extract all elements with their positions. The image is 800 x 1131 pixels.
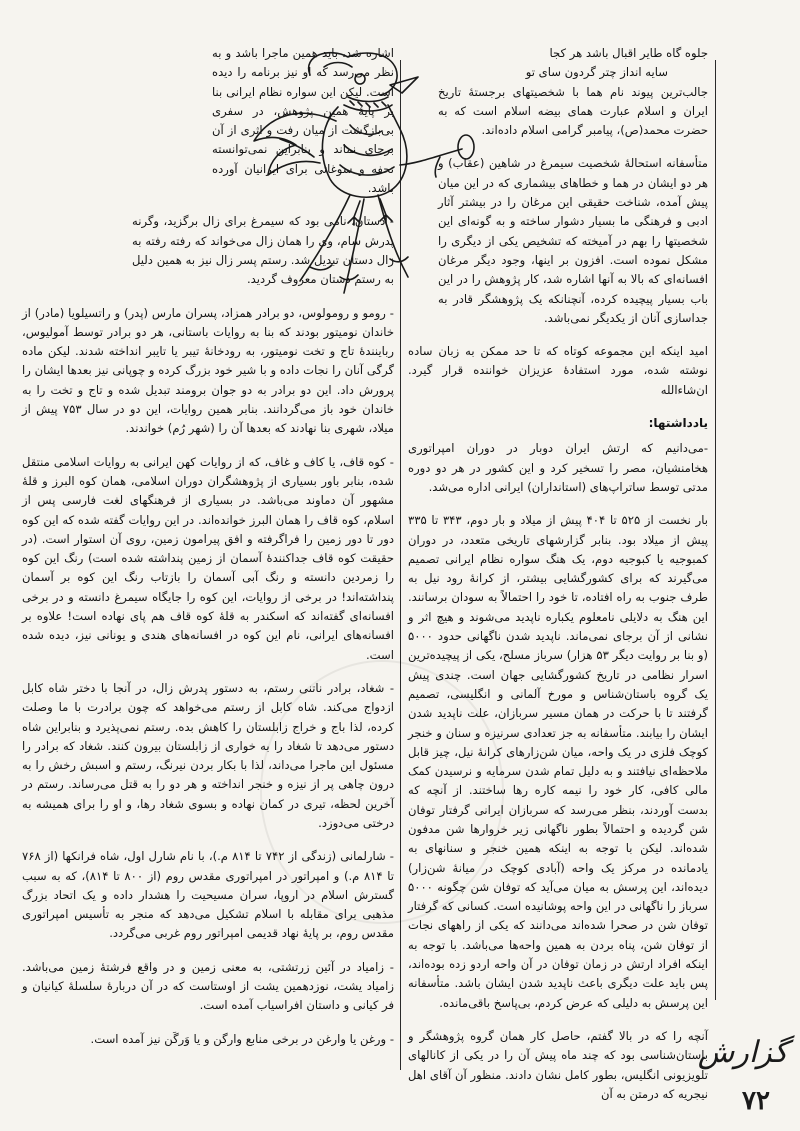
note-dastan: - دستان، نامی بود که سیمرغ برای زال برگزید، وگرنه پدرش سام، وی را همان زال می‌خواند که رفته رفته به زال دستان تبدیل شد. رستم پسر زال نیز به همین دلیل به رستم دستان معروف گردید. <box>132 214 394 287</box>
note-cont: اشاره شد، باید همین ماجرا باشد و به نظر می‌رسد که او نیز برنامه را دیده است. لیکن این سواره نظام ایرانی بنا بر پایهٔ همین پژوهش، در سفری بی‌بازگشت از میان رفت و اثری از آن برجای نماند و بنابراین نمی‌توانسته تحفه و سوغاتی برای ایرانیان آورده باشد. <box>212 46 394 196</box>
note-romulus: - رومو و رومولوس، دو برادر همزاد، پسران مارس (پدر) و راتسیلویا (مادر) از خاندان نومیتور بودند که بنا به روایات باستانی، هر دو برادر توسط آمولیوس، رباینندهٔ تاج و تخت نومیتور، به رودخانهٔ تیبر یا تایبر انداخته شدند. لیکن ماده گرگی آنان را نجات داده و با شیر خود بزرگ کرده و چوپانی نیز بعدها ایشان را پرورش داد. این دو برادر به دو جوان برومند تبدیل شده و تاج و تخت را به خاندان خود باز می‌گردانند. بنابر همین روایات، این دو در سال ۷۵۳ پیش از میلاد، شهری بنا نهادند که بعدها آن را (شهر رُم) خواندند. <box>22 305 394 436</box>
right-border <box>715 60 716 1000</box>
note-lost-army: بار نخست از ۵۲۵ تا ۴۰۴ پیش از میلاد و بار دوم، ۳۴۳ تا ۳۳۵ پیش از میلاد بود. بنابر گزارشهای تاریخی متعدد، در دوران کمبوجیه یا کبوجیه دوم، یک هنگ سواره نظام ایرانی تصمیم می‌گیرند که برای کشورگشایی بیشتر، از کرانهٔ رود نیل به طرف جنوب به راه افتاده، تا خود را احتمالاً به سودان برسانند. این هنگ به دلایلی نامعلوم یکباره ناپدید می‌شوند و هیچ اثر و نشانی از آن برجای نمی‌ماند. ناپدید شدن ناگهانی حدود ۵۰۰۰ (و بنا بر روایت دیگر ۵۳ هزار) سرباز مسلح، یکی از پیچیده‌ترین اسرار نظامی در تاریخ کشورگشایی جهان است. چندی پیش یک گروه باستان‌شناس و مورخ آلمانی و انگلیسی، تصمیم گرفتند تا با حرکت در همان مسیر سربازان، علت ناپدید شدن ایشان را بیابند. متأسفانه به جز تعدادی سرنیزه و سنان و خنجر کوچک فلزی در یک واحه، میان شن‌زارهای کرانهٔ نیل، چیز قابل ملاحظه‌ای نیافتند و به دلیل تمام شدن سرمایه و نرسیدن کمک مالی کافی، کار خود را نیمه کاره رها ساختند. از آنچه که بدست آوردند، بنظر می‌رسد که سربازان ایرانی گرفتار توفان شن گردیده و احتمالاً بطور ناگهانی زیر خروارها شن مدفون شده‌اند. لیکن با توجه به اینکه همین خنجر و سنانهای به یادمانده در مرکز یک واحه (آبادی کوچک در میانهٔ شن‌زار) دیده‌اند، این پرسش به میان می‌آید که توفان شن چگونه ۵۰۰۰ سرباز را ناگهانی در این واحه پوشانیده است. کسانی که گرفتار توفان شن در صحرا شده‌اند می‌دانند که یکی از راههای نجات از توفان شن، پناه بردن به همین واحه‌ها می‌باشد. با توجه به اینکه افراد ارتش در زمان توفان در آن واحه اردو زده بوده‌اند، پس باید علت دیگری باعث ناپدید شدن ایشان باشد. متأسفانه این پرسش به دلیلی که عرض کردم، بی‌پاسخ باقی‌مانده. <box>408 513 709 1010</box>
verse-line-2: سایه انداز چتر گردون سای تو <box>525 65 668 80</box>
paragraph-simurgh: متأسفانه استحالهٔ شخصیت سیمرغ در شاهین (عقاب) و هر دو ایشان در هما و خطاهای بیشماری که در این میان پیش آمده، شناخت حقیقی این مرغان را در بیشتر آثار ادبی و فرهنگی ما بسیار دشوار ساخته و به گونه‌ای این شخصیتها را بهم در آمیخته که تشخیص یکی از دیگری را مشکل نموده است. افزون بر اینها، وجود دیگر مرغان افسانه‌ای که بالا به آنها اشاره شد، کار پژوهش را در این باب بسیار پیچیده کرده، آنچنانکه یک پژوهشگر قادر به جداسازی آنان از یکدیگر نمی‌باشد. <box>438 156 708 325</box>
note-charlemagne: - شارلمانی (زندگی از ۷۴۲ تا ۸۱۴ م.)، با نام شارل اول، شاه فرانکها (از ۷۶۸ تا ۸۱۴ م.) و امپراتور در امپراتوری مقدس روم (از ۸۰۰ تا ۸۱۴)، که به سبب گسترش اسلام در اروپا، سران مسیحیت را هشدار داده و یک اتحاد بزرگ مذهبی برای مقابله با اسلام تشکیل می‌دهد که منجر به تأسیس امپراتوری مقدس روم، بر پایهٔ نهاد قدیمی امپراتور روم غربی می‌گردد. <box>22 849 394 941</box>
notes-heading: یادداشتها: <box>648 416 708 431</box>
magazine-logo: گزارش <box>697 1035 788 1070</box>
note-qaf: - کوه قاف، یا کاف و غاف، که از روایات کهن ایرانی به روایات اسلامی منتقل شده، بنابر باور بسیاری از پژوهشگران دوران اسلامی، همان کوه البرز و قلهٔ مشهور آن دماوند می‌باشد. در بسیاری از فرهنگهای لغت فارسی پس از اسلام، کوه قاف را همان البرز خوانده‌اند. در این روایات گفته شده که این کوه دور تا دور زمین را فراگرفته و افق پیرامون زمین، روی آن استوار است. (در حقیقت کوه قاف جداکنندهٔ آسمان از زمین پنداشته شده است) رنگ این کوه را زمردین دانسته و رنگ آبی آسمان را بازتاب رنگ این کوه بر آسمان پنداشته‌اند! در برخی از روایات، این کوه را جایگاه سیمرغ دانسته و در برخی افسانه‌ای گفته‌اند که اسکندر به قلهٔ کوه قاف هم پای نهاده است! علاوه بر افسانه‌های ایرانی، نام این کوه در افسانه‌های هندی و یونانی نیز، دیده شده است. <box>22 454 394 662</box>
seal-watermark <box>260 660 504 924</box>
note-zamyad: - زامیاد در آئین زرتشتی، به معنی زمین و در واقع فرشتهٔ زمین می‌باشد. زامیاد یشت، نوزدهمین یشت از اوستاست که در آن دربارهٔ سلسلهٔ کیانیان و فر کیانی و داستان افراسیاب آمده است. <box>22 959 394 1013</box>
note-shaghad: - شغاد، برادر ناتنی رستم، به دستور پدرش زال، در آنجا با دختر شاه کابل ازدواج می‌کند. شاه کابل از رستم می‌خواهد که چون برادرت با ما وصلت کرده، لذا باج و خراج زابلستان را کاهش بده. رستم نمی‌پذیرد و بنابراین شاه دستور می‌دهد تا شغاد را به خواری از زابلستان بیرون کنند. شغاد که برادر را مسئول این ماجرا می‌داند، لذا با بکار بردن نیرنگ، رستم و اسبش رخش را به درون چاهی پر از نیزه و خنجر انداخته و هر دو را به قتل می‌رساند. رستم در آخرین لحظه، تیری در کمان نهاده و بسوی شغاد رها، و او را برای همیشه به درختی می‌دوزد. <box>22 680 394 830</box>
note-egypt: - می‌دانیم که ارتش ایران دوبار در دوران امپراتوری هخامنشیان، مصر را تسخیر کرد و این کشور در هر دو دوره مدتی توسط ساتراپ‌های (استانداران) ایرانی اداره می‌شد. <box>408 439 708 497</box>
simurgh-bird-icon <box>240 45 480 305</box>
note-varghan: - ورغن یا وارغن در برخی منابع وارگن و یا وَرگَن نیز آمده است. <box>90 1031 394 1046</box>
paragraph-homa: جالب‌ترین پیوند نام هما با شخصیتهای برجستهٔ تاریخ ایران و اسلام عبارت همای بیضه اسلام است که به حضرت محمد(ص)، پیامبر گرامی اسلام داده‌اند. <box>438 84 708 138</box>
verse-line-1: جلوه گاه طایر اقبال باشد هر کجا <box>549 46 708 60</box>
paragraph-closing: امید اینکه این مجموعه کوتاه که تا حد ممکن به زبان ساده نوشته شده، مورد استفادهٔ عزیزان خواننده قرار گیرد. ان‌شاءالله <box>408 344 708 397</box>
page-number: ۷۲ <box>742 1086 770 1116</box>
note-documentary: آنچه را که در بالا گفتم، حاصل کار همان گروه پژوهشگر و باستان‌شناسی بود که چند ماه پیش آن را در یکی از کانالهای تلویزیونی انگلیس، بطور کامل نشان دادند. منظور آن آقای اهل نیجریه که درمتن به آن <box>408 1028 708 1101</box>
